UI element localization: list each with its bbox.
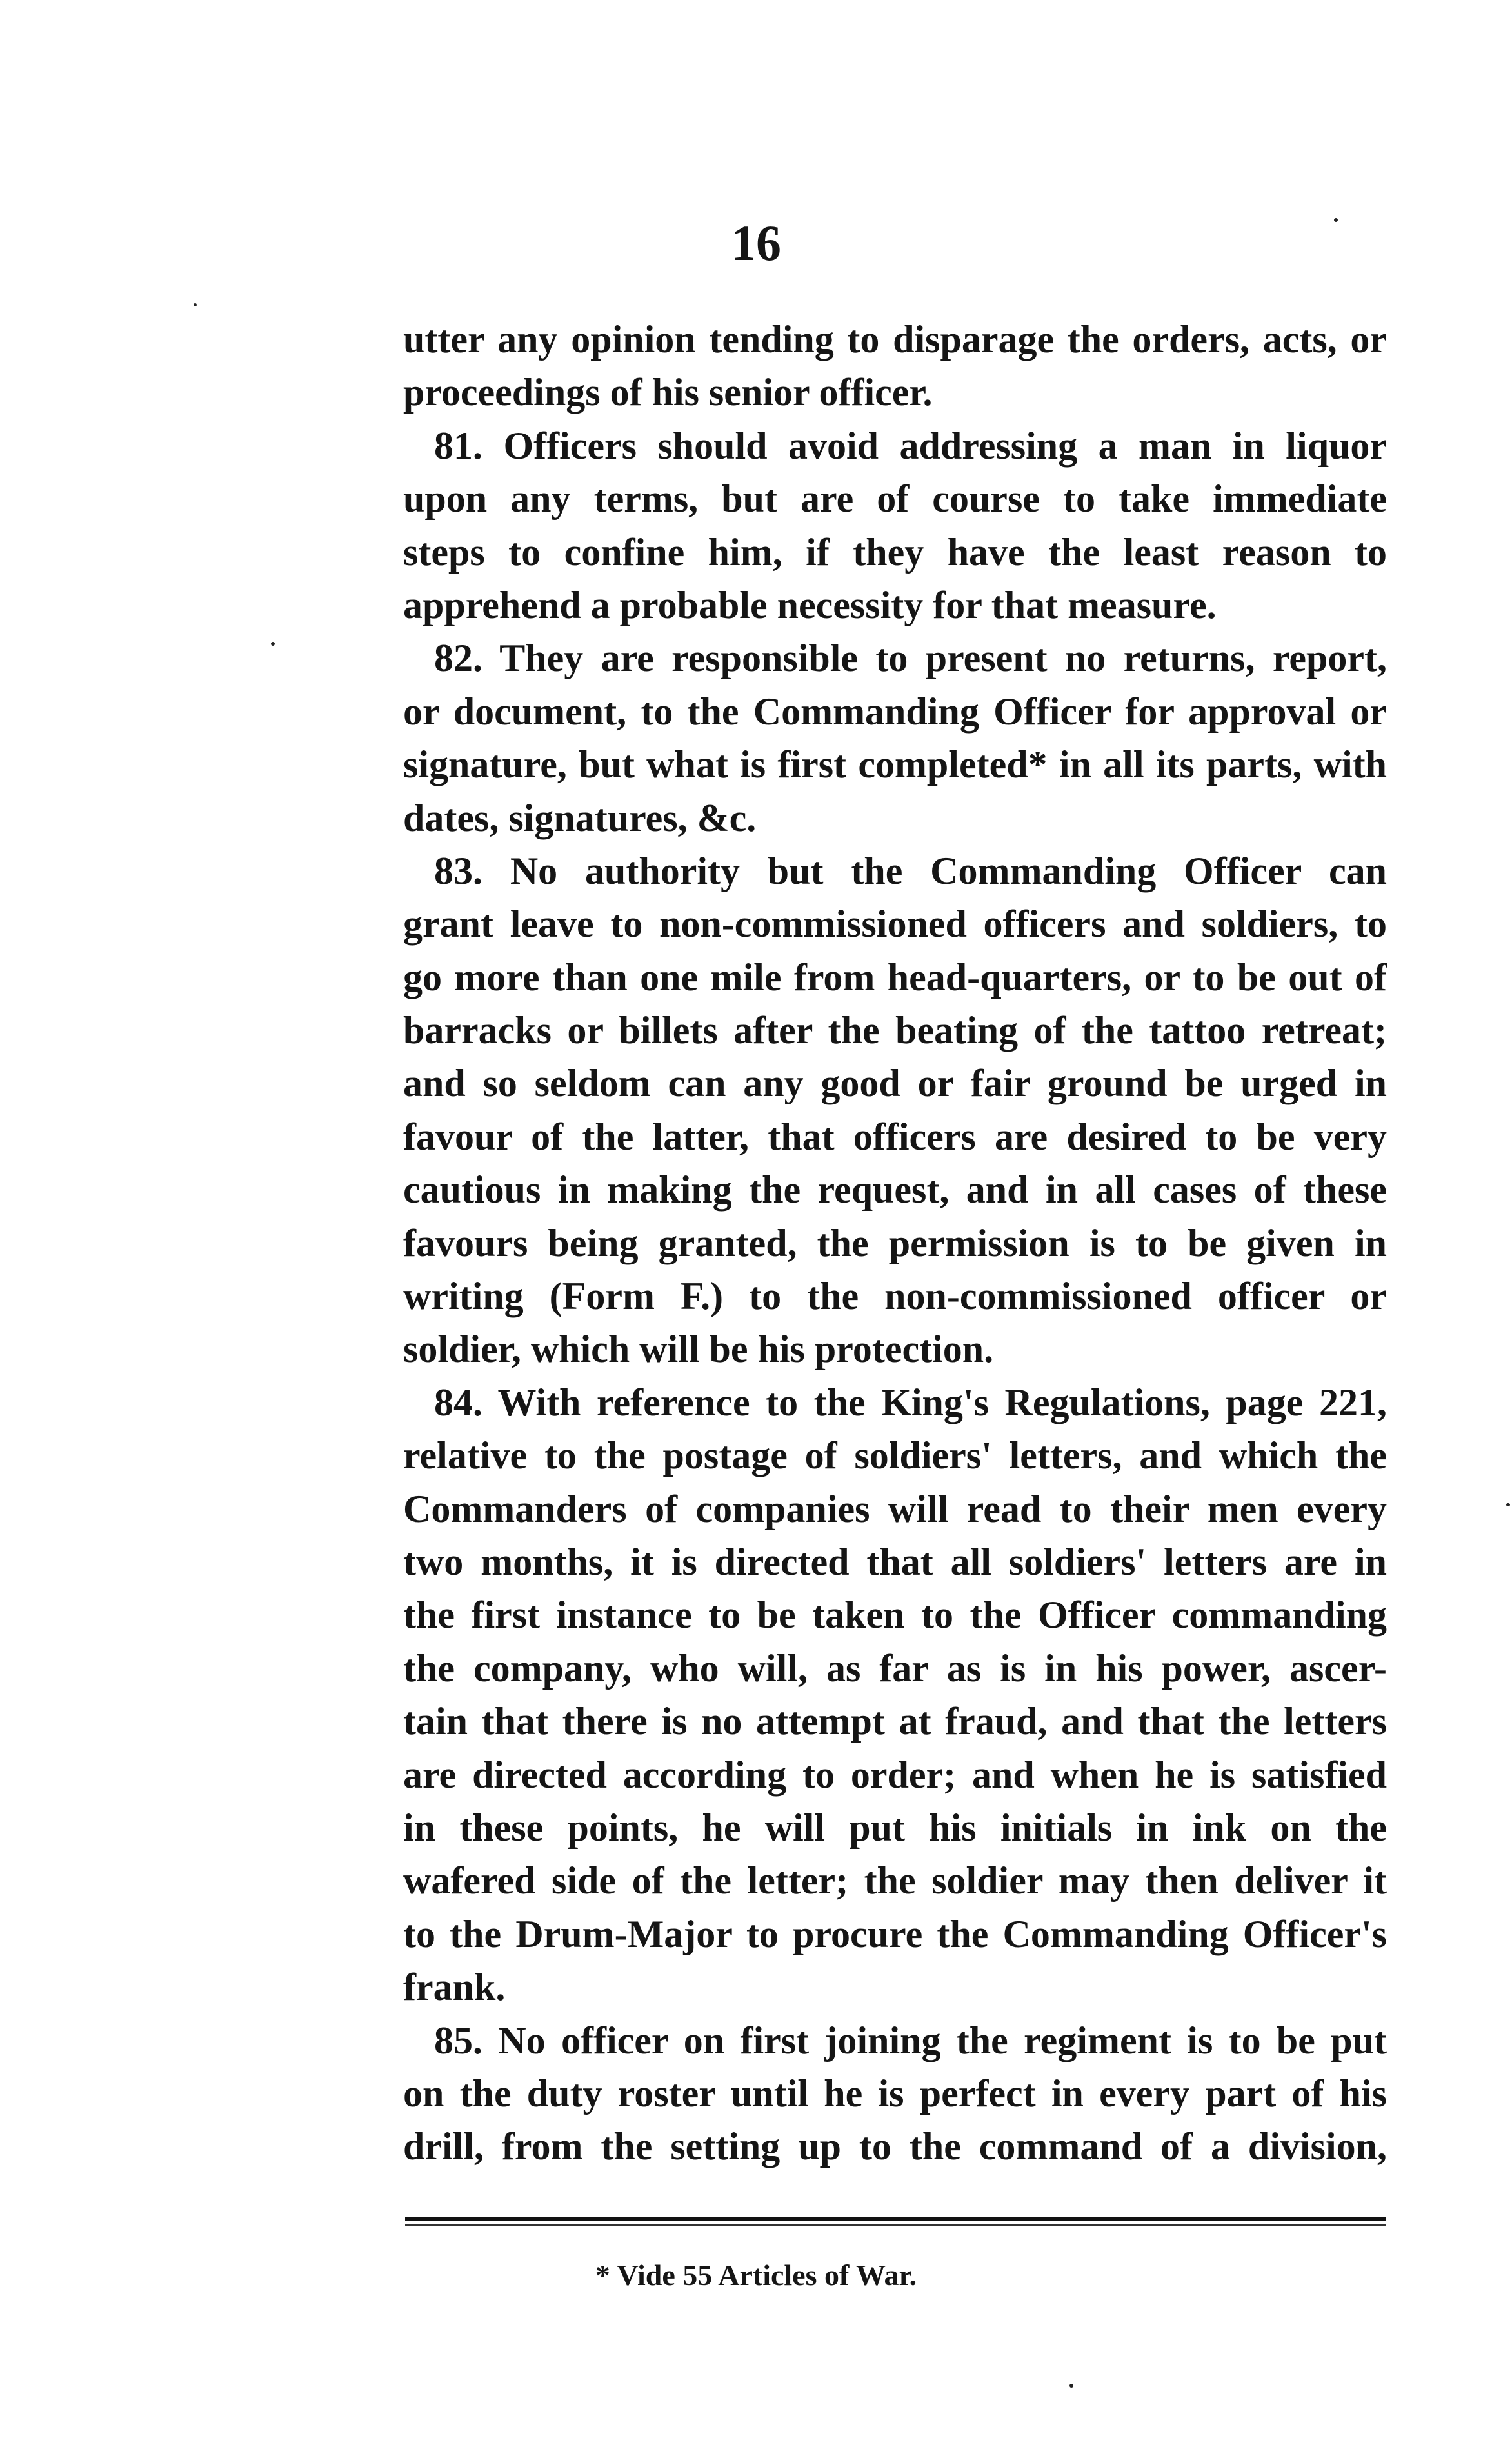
text-line: tain that there is no attempt at fraud, and that the letters [403, 1700, 1387, 1743]
footnote: * Vide 55 Articles of War. [595, 2259, 917, 2292]
text-line: drill, from the setting up to the command of a division, [403, 2125, 1387, 2168]
text-line: utter any opinion tending to disparage the orders, acts, or [403, 318, 1387, 361]
footnote-rule-thin [405, 2224, 1386, 2226]
text-line: 84. With reference to the King's Regulations, page 221, [434, 1381, 1387, 1424]
scan-speck [1069, 2384, 1073, 2388]
text-line: the company, who will, as far as is in his power, ascer- [403, 1646, 1387, 1690]
text-line: apprehend a probable necessity for that measure. [403, 583, 1217, 626]
text-line: soldier, which will be his protection. [403, 1328, 994, 1371]
page-number: 16 [731, 215, 781, 271]
text-line: 82. They are responsible to present no returns, report, [434, 637, 1387, 680]
text-line: or document, to the Commanding Officer for approval or [403, 690, 1387, 733]
scan-speck [1334, 218, 1338, 222]
text-line: go more than one mile from head-quarters, or to be out of [403, 955, 1387, 999]
text-line: are directed according to order; and when he is satisfied [403, 1753, 1387, 1796]
text-line: signature, but what is first completed* in all its parts, with [403, 743, 1387, 786]
text-line: to the Drum-Major to procure the Commanding Officer's [403, 1912, 1387, 1955]
text-line: 81. Officers should avoid addressing a man in liquor [434, 424, 1387, 467]
text-line: and so seldom can any good or fair ground be urged in [403, 1062, 1387, 1105]
text-line: dates, signatures, &c. [403, 796, 757, 839]
text-line: favour of the latter, that officers are desired to be very [403, 1115, 1387, 1158]
text-line: barracks or billets after the beating of the tattoo retreat; [403, 1009, 1387, 1052]
text-line: on the duty roster until he is perfect in every part of his [403, 2072, 1387, 2115]
text-line: 85. No officer on first joining the regiment is to be put [434, 2019, 1387, 2062]
body-text [403, 313, 1387, 2173]
scan-speck [1506, 1503, 1510, 1506]
text-line: in these points, he will put his initials in ink on the [403, 1806, 1387, 1849]
text-line: wafered side of the letter; the soldier may then deliver it [403, 1859, 1387, 1903]
text-line: proceedings of his senior officer. [403, 371, 933, 414]
text-line: upon any terms, but are of course to take immediate [403, 477, 1387, 521]
text-line: writing (Form F.) to the non-commissioned officer or [403, 1275, 1387, 1318]
text-line: steps to confine him, if they have the least reason to [403, 530, 1387, 574]
scan-speck [271, 642, 275, 646]
text-line: Commanders of companies will read to their men every [403, 1487, 1387, 1530]
footnote-rule [405, 2217, 1386, 2221]
text-line: frank. [403, 1966, 506, 2009]
text-line: grant leave to non-commissioned officers and soldiers, to [403, 903, 1387, 946]
text-line: 83. No authority but the Commanding Officer can [434, 849, 1387, 892]
text-line: relative to the postage of soldiers' letters, and which the [403, 1434, 1387, 1477]
text-line: two months, it is directed that all soldiers' letters are in [403, 1540, 1387, 1583]
text-line: favours being granted, the permission is to be given in [403, 1221, 1387, 1264]
text-line: cautious in making the request, and in all cases of these [403, 1168, 1387, 1212]
text-line: the first instance to be taken to the Officer commanding [403, 1593, 1387, 1637]
scan-speck [194, 303, 197, 306]
